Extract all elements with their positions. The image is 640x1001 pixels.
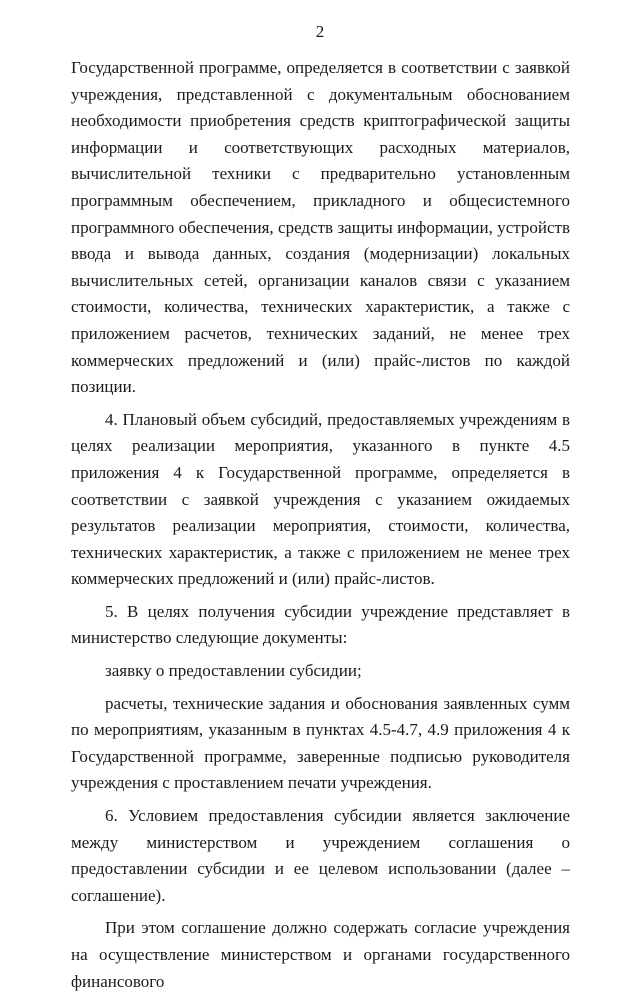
paragraph-agreement-consent: При этом соглашение должно содержать согласие учреждения на осуществление министерством и органами государственного финансового [71,918,570,991]
document-body [71,55,570,1001]
paragraph-continuation: Государственной программе, определяется в соответствии с заявкой учреждения, представленной с документальным обоснованием необходимости приобретения средств криптографической защиты информации и соответствующих расходных материалов, вычислительной техники с предварительно установленным программным обеспечением, прикладного и общесистемного программного обеспечения, средств защиты информации, устройств ввода и вывода данных, создания (модернизации) локальных вычислительных сетей, организации каналов связи с указанием стоимости, количества, технических характеристик, а также с приложением расчетов, технических заданий, не менее трех коммерческих предложений и (или) прайс-листов по каждой позиции. [71,58,570,397]
paragraph-list-application: заявку о предоставлении субсидии; [105,661,362,681]
paragraph-item-4: 4. Плановый объем субсидий, предоставляемых учреждениям в целях реализации мероприятия, указанного в пункте 4.5 приложения 4 к Государственной программе, определяется в соответствии с заявкой учреждения с указанием ожидаемых результатов реализации мероприятия, стоимости, количества, технических характеристик, а также с приложением не менее трех коммерческих предложений и (или) прайс-листов. [71,409,570,589]
paragraph-item-6: 6. Условием предоставления субсидии является заключение между министерством и учреждением соглашения о предоставлении субсидии и ее целевом использовании (далее – соглашение). [71,806,570,905]
page-number: 2 [315,22,325,41]
paragraph-item-5: 5. В целях получения субсидии учреждение представляет в министерство следующие документы: [71,601,570,648]
paragraph-list-calculations: расчеты, технические задания и обоснования заявленных сумм по мероприятиям, указанным в пунктах 4.5-4.7, 4.9 приложения 4 к Государственной программе, заверенные подписью руководителя учреждения с проставлением печати учреждения. [71,693,570,793]
